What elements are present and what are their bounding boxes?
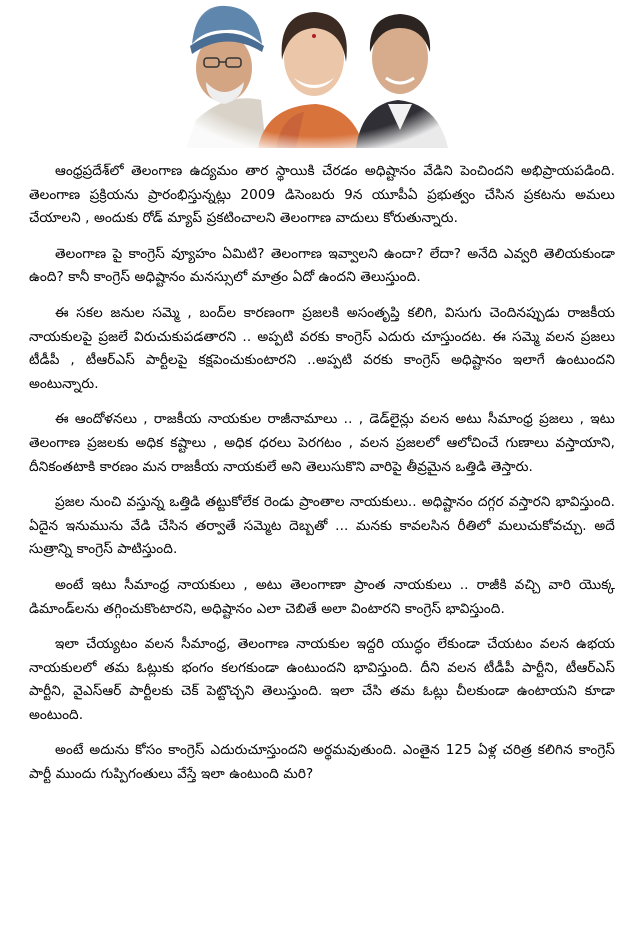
- article-paragraph: ఇలా చేయ్యటం వలన సీమాంధ్ర, తెలంగాణ నాయకుల ఇద్దరి యుద్ధం లేకుండా చేయటం వలన ఉభయ నాయకులలో తమ ఓట్లుకు భంగం కలగకుండా ఉంటుందని భావిస్తుంది. దీని వలన టీడీపీ పార్టీని, టీఆర్ఎస్ పార్టీని, వైఎస్ఆర్ పార్టీలకు చెక్ పెట్టొచ్చని తెలుస్తుంది. ఇలా చేసి తమ ఓట్లు చీలకుండా ఉంటాయని కూడా అంటుంది.: [29, 636, 615, 723]
- leaders-photo: [186, 0, 448, 148]
- article-paragraph: ఈ సకల జనుల సమ్మె , బంద్‌ల కారణంగా ప్రజలకి అసంతృప్తి కలిగి, విసుగు చెందినప్పుడు రాజకీయ నాయకులపై ప్రజలే విరుచుకుపడతారని .. అప్పటి వరకు కాంగ్రెస్ ఎదురు చూస్తుందట. ఈ సమ్మె వలన ప్రజలు టీడీపీ , టీఆర్ఎస్ పార్టీలపై కక్షపెంచుకుంటారని ..అప్పటి వరకు కాంగ్రెస్ అధిష్టానం ఇలాగే ఉంటుందని అంటున్నారు.: [29, 304, 615, 392]
- article-paragraph: తెలంగాణ పై కాంగ్రెస్ వ్యూహం ఏమిటి? తెలంగాణ ఇవ్వాలని ఉందా? లేదా? అనేది ఎవ్వరి తెలియకుండా ఉంది? కానీ కాంగ్రెస్ అధిష్టానం మనస్సులో మాత్రం ఏదో ఉందని తెలుస్తుంది.: [29, 245, 615, 286]
- article-paragraph: ఆంధ్రప్రదేశ్‌లో తెలంగాణ ఉద్యమం తార స్థాయికి చేరడం అధిష్టానం వేడిని పెంచిందని అభిప్రాయపడింది. తెలంగాణ ప్రక్రియను ప్రారంభిస్తున్నట్లు 2009 డిసెంబరు 9న యూపీఏ ప్రభుత్వం చేసిన ప్రకటను అమలు చేయాలని , అందుకు రోడ్ మ్యాప్ ప్రకటించాలని తెలంగాణ వాదులు కోరుతున్నారు.: [29, 163, 615, 227]
- leaders-photo-illustration: [186, 0, 448, 148]
- article-body: [29, 160, 615, 799]
- article-paragraph: ఈ ఆందోళనలు , రాజకీయ నాయకుల రాజీనామాలు .. , డెడ్‌లైన్లు వలన అటు సీమాంధ్ర ప్రజలు , ఇటు తెలంగాణ ప్రజలకు అధిక కష్టాలు , అధిక ధరలు పెరగటం , వలన ప్రజలలో ఆలోచించే గుణాలు వస్తాయాని, దీనికంతటాకి కారణం మన రాజకీయ నాయకులే అని తెలుసుకొని వారిపై తీవ్రమైన ఒత్తిడి తెస్తారు.: [29, 411, 615, 475]
- article-paragraph: అంటే ఇటు సీమాంధ్ర నాయకులు , అటు తెలంగాణా ప్రాంత నాయకులు .. రాజీకి వచ్చి వారి యొక్క డిమాండ్‌లను తగ్గించుకొంటారని, అధిష్టానం ఎలా చెబితే అలా వింటారని కాంగ్రెస్ భావిస్తుంది.: [29, 576, 615, 617]
- article-paragraph: ప్రజల నుంచి వస్తున్న ఒత్తిడి తట్టుకోలేక రెండు ప్రాంతాల నాయకులు.. అధిష్టానం దగ్గర వస్తారని భావిస్తుంది. ఏదైన ఇనుమును వేడి చేసిన తర్వాతే సమ్మెట దెబ్బతో ... మనకు కావలసిన రీతిలో మలుచుకోవచ్చు. అదే సుత్రాన్ని కాంగ్రెస్ పాటిస్తుంది.: [29, 494, 615, 558]
- article-paragraph: అంటే అదును కోసం కాంగ్రెస్ ఎదురుచూస్తుందని అర్థమవుతుంది. ఎంతైన 125 ఏళ్ల చరిత్ర కలిగిన కాంగ్రెస్ పార్టీ ముందు గుప్పిగంతులు వేస్తే ఇలా ఉంటుంది మరి?: [29, 742, 615, 783]
